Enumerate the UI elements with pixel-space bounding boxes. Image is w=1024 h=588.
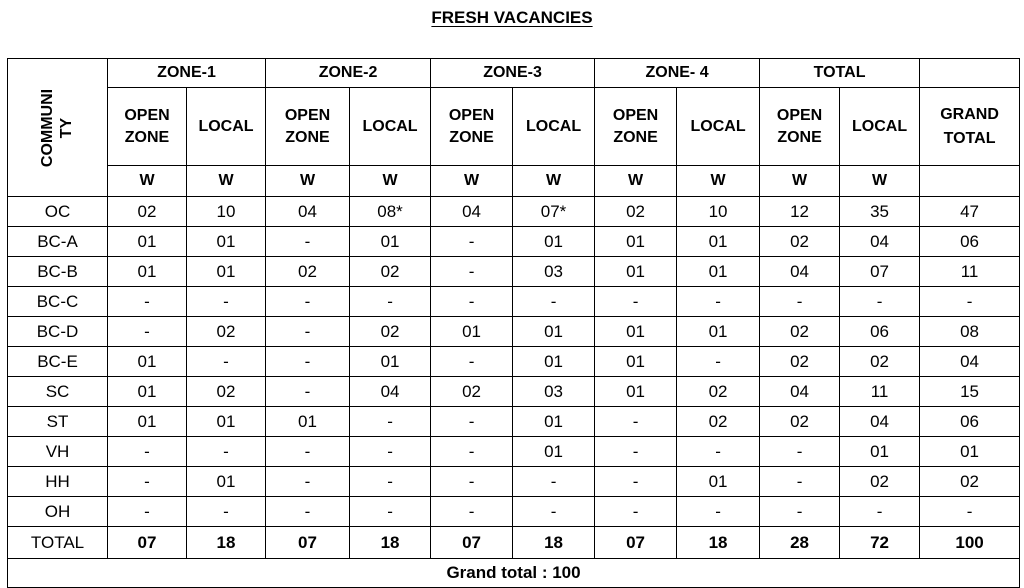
vacancy-cell: - [431, 437, 513, 467]
local-header: LOCAL [187, 88, 266, 166]
w-blank [920, 166, 1020, 197]
vacancy-cell: 01 [187, 467, 266, 497]
vacancy-cell: 01 [513, 347, 595, 377]
community-cell: OH [8, 497, 108, 527]
vacancy-cell: 01 [513, 227, 595, 257]
vacancy-cell: 01 [595, 317, 677, 347]
vacancy-cell: - [187, 497, 266, 527]
vacancy-cell: 10 [677, 197, 760, 227]
vacancy-cell: 03 [513, 377, 595, 407]
total-row [8, 527, 1020, 559]
vacancy-cell: - [350, 407, 431, 437]
vacancy-cell: - [840, 497, 920, 527]
vacancy-cell: - [266, 377, 350, 407]
vacancy-cell: 02 [840, 347, 920, 377]
total-cell: 18 [187, 527, 266, 559]
vacancy-cell: 01 [350, 347, 431, 377]
vacancy-cell: 01 [513, 437, 595, 467]
vacancy-cell: 07 [840, 257, 920, 287]
vacancy-cell: 02 [350, 257, 431, 287]
page-title-text: FRESH VACANCIES [431, 8, 593, 27]
total-cell: 18 [513, 527, 595, 559]
vacancy-cell: - [266, 317, 350, 347]
vacancy-cell: - [677, 497, 760, 527]
vacancy-cell: - [595, 407, 677, 437]
vacancy-cell: - [187, 287, 266, 317]
vacancy-cell: 01 [108, 227, 187, 257]
vacancy-cell: 01 [840, 437, 920, 467]
table-row [8, 287, 1020, 317]
vacancy-cell: 02 [266, 257, 350, 287]
open-zone-header: OPEN ZONE [266, 88, 350, 166]
grand-total-summary: Grand total : 100 [8, 559, 1020, 588]
vacancy-cell: - [108, 467, 187, 497]
vacancy-cell: - [266, 497, 350, 527]
w-label: W [187, 166, 266, 197]
w-label: W [595, 166, 677, 197]
grand-total-cell: 02 [920, 467, 1020, 497]
vacancy-cell: - [431, 347, 513, 377]
vacancies-table [7, 58, 1020, 588]
table-row [8, 347, 1020, 377]
w-label: W [760, 166, 840, 197]
vacancy-cell: - [677, 347, 760, 377]
table-row [8, 407, 1020, 437]
vacancy-cell: - [760, 287, 840, 317]
total-cell: 18 [350, 527, 431, 559]
vacancy-cell: - [760, 497, 840, 527]
grand-total-cell: 47 [920, 197, 1020, 227]
vacancy-cell: - [431, 407, 513, 437]
vacancy-cell: 08* [350, 197, 431, 227]
vacancy-cell: - [187, 347, 266, 377]
total-cell: 07 [431, 527, 513, 559]
local-header: LOCAL [513, 88, 595, 166]
grand-total-cell: 11 [920, 257, 1020, 287]
vacancy-cell: 01 [431, 317, 513, 347]
vacancy-cell: - [266, 437, 350, 467]
community-header [8, 59, 108, 197]
table-row [8, 227, 1020, 257]
vacancy-cell: 01 [266, 407, 350, 437]
vacancy-cell: 03 [513, 257, 595, 287]
total-cell: 72 [840, 527, 920, 559]
vacancy-cell: 07* [513, 197, 595, 227]
vacancy-cell: 02 [760, 407, 840, 437]
vacancy-cell: 01 [187, 407, 266, 437]
vacancy-cell: 01 [187, 227, 266, 257]
grand-total-cell: - [920, 497, 1020, 527]
vacancy-cell: 04 [350, 377, 431, 407]
grand-total-cell: 100 [920, 527, 1020, 559]
vacancy-cell: - [595, 437, 677, 467]
community-cell: BC-A [8, 227, 108, 257]
local-header: LOCAL [677, 88, 760, 166]
vacancy-cell: - [513, 467, 595, 497]
vacancy-cell: 01 [513, 407, 595, 437]
w-label: W [350, 166, 431, 197]
zone-4-header: ZONE- 4 [595, 59, 760, 88]
community-cell: HH [8, 467, 108, 497]
vacancy-cell: - [431, 257, 513, 287]
table-row [8, 467, 1020, 497]
community-cell: ST [8, 407, 108, 437]
vacancy-cell: 02 [677, 377, 760, 407]
vacancy-cell: 02 [431, 377, 513, 407]
vacancy-cell: 02 [108, 197, 187, 227]
vacancy-cell: - [187, 437, 266, 467]
vacancy-cell: 01 [108, 257, 187, 287]
vacancy-cell: 02 [760, 317, 840, 347]
page-title [0, 8, 1024, 28]
w-header-row [8, 166, 1020, 197]
vacancy-cell: - [677, 437, 760, 467]
community-cell: SC [8, 377, 108, 407]
community-cell: BC-E [8, 347, 108, 377]
vacancy-cell: - [677, 287, 760, 317]
vacancy-cell: 11 [840, 377, 920, 407]
w-label: W [431, 166, 513, 197]
table-row [8, 197, 1020, 227]
subheader-row [8, 88, 1020, 166]
table-row [8, 377, 1020, 407]
w-label: W [677, 166, 760, 197]
vacancy-cell: - [760, 467, 840, 497]
community-cell: BC-D [8, 317, 108, 347]
vacancy-cell: 04 [840, 407, 920, 437]
community-cell: BC-B [8, 257, 108, 287]
vacancy-cell: 04 [760, 377, 840, 407]
vacancy-cell: - [513, 287, 595, 317]
table-row [8, 497, 1020, 527]
total-cell: 07 [595, 527, 677, 559]
vacancy-cell: - [266, 287, 350, 317]
vacancy-cell: 01 [108, 407, 187, 437]
vacancy-cell: - [595, 287, 677, 317]
total-cell: 18 [677, 527, 760, 559]
community-cell: OC [8, 197, 108, 227]
grand-total-cell: 06 [920, 227, 1020, 257]
grand-total-cell: 04 [920, 347, 1020, 377]
community-header-label: COMMUNI TY [39, 88, 76, 167]
grand-total-cell: 08 [920, 317, 1020, 347]
vacancy-cell: 04 [760, 257, 840, 287]
vacancy-cell: 01 [513, 317, 595, 347]
vacancy-cell: - [266, 467, 350, 497]
grand-total-cell: 15 [920, 377, 1020, 407]
vacancy-cell: 01 [677, 227, 760, 257]
open-zone-header: OPEN ZONE [760, 88, 840, 166]
vacancy-cell: 01 [595, 257, 677, 287]
vacancy-cell: 04 [266, 197, 350, 227]
vacancy-cell: - [350, 467, 431, 497]
vacancy-cell: 02 [187, 377, 266, 407]
vacancy-cell: - [431, 497, 513, 527]
vacancy-cell: - [840, 287, 920, 317]
vacancy-cell: 02 [350, 317, 431, 347]
vacancy-cell: - [760, 437, 840, 467]
open-zone-header: OPEN ZONE [431, 88, 513, 166]
vacancy-cell: 12 [760, 197, 840, 227]
w-label: W [840, 166, 920, 197]
vacancy-cell: - [431, 287, 513, 317]
vacancy-cell: - [108, 497, 187, 527]
zone-1-header: ZONE-1 [108, 59, 266, 88]
grand-total-header: GRAND TOTAL [920, 88, 1020, 166]
zone-3-header: ZONE-3 [431, 59, 595, 88]
open-zone-header: OPEN ZONE [595, 88, 677, 166]
total-label: TOTAL [8, 527, 108, 559]
vacancy-cell: 04 [431, 197, 513, 227]
grand-total-cell: - [920, 287, 1020, 317]
table-row [8, 317, 1020, 347]
vacancy-cell: 02 [760, 347, 840, 377]
zone-2-header: ZONE-2 [266, 59, 431, 88]
grand-total-header-top [920, 59, 1020, 88]
data-rows [8, 197, 1020, 527]
vacancy-cell: 02 [677, 407, 760, 437]
vacancy-cell: - [513, 497, 595, 527]
vacancy-cell: - [266, 227, 350, 257]
w-label: W [266, 166, 350, 197]
vacancy-cell: 01 [595, 377, 677, 407]
vacancy-cell: 01 [677, 257, 760, 287]
vacancy-cell: 06 [840, 317, 920, 347]
grand-total-cell: 01 [920, 437, 1020, 467]
vacancy-cell: - [108, 287, 187, 317]
vacancy-cell: - [595, 467, 677, 497]
vacancy-cell: 04 [840, 227, 920, 257]
open-zone-header: OPEN ZONE [108, 88, 187, 166]
vacancy-cell: 10 [187, 197, 266, 227]
vacancy-cell: 01 [595, 227, 677, 257]
local-header: LOCAL [350, 88, 431, 166]
vacancy-cell: - [431, 227, 513, 257]
vacancy-cell: 01 [350, 227, 431, 257]
community-cell: BC-C [8, 287, 108, 317]
vacancy-cell: 02 [595, 197, 677, 227]
w-label: W [513, 166, 595, 197]
total-cell: 28 [760, 527, 840, 559]
vacancy-cell: 02 [187, 317, 266, 347]
vacancy-cell: 01 [677, 467, 760, 497]
vacancy-cell: 01 [595, 347, 677, 377]
zone-header-row [8, 59, 1020, 88]
table-row [8, 437, 1020, 467]
w-label: W [108, 166, 187, 197]
vacancy-cell: - [108, 317, 187, 347]
vacancy-cell: - [266, 347, 350, 377]
grand-total-row [8, 559, 1020, 588]
total-cell: 07 [108, 527, 187, 559]
vacancy-cell: - [431, 467, 513, 497]
vacancy-cell: - [350, 437, 431, 467]
total-cell: 07 [266, 527, 350, 559]
vacancy-cell: 02 [840, 467, 920, 497]
vacancy-cell: 35 [840, 197, 920, 227]
vacancy-cell: 01 [108, 347, 187, 377]
table-row [8, 257, 1020, 287]
vacancy-cell: 02 [760, 227, 840, 257]
vacancy-cell: - [595, 497, 677, 527]
local-header: LOCAL [840, 88, 920, 166]
vacancy-cell: - [350, 497, 431, 527]
community-cell: VH [8, 437, 108, 467]
vacancy-cell: 01 [187, 257, 266, 287]
vacancy-cell: 01 [108, 377, 187, 407]
vacancy-cell: - [350, 287, 431, 317]
vacancy-cell: 01 [677, 317, 760, 347]
grand-total-cell: 06 [920, 407, 1020, 437]
vacancy-cell: - [108, 437, 187, 467]
total-zone-header: TOTAL [760, 59, 920, 88]
